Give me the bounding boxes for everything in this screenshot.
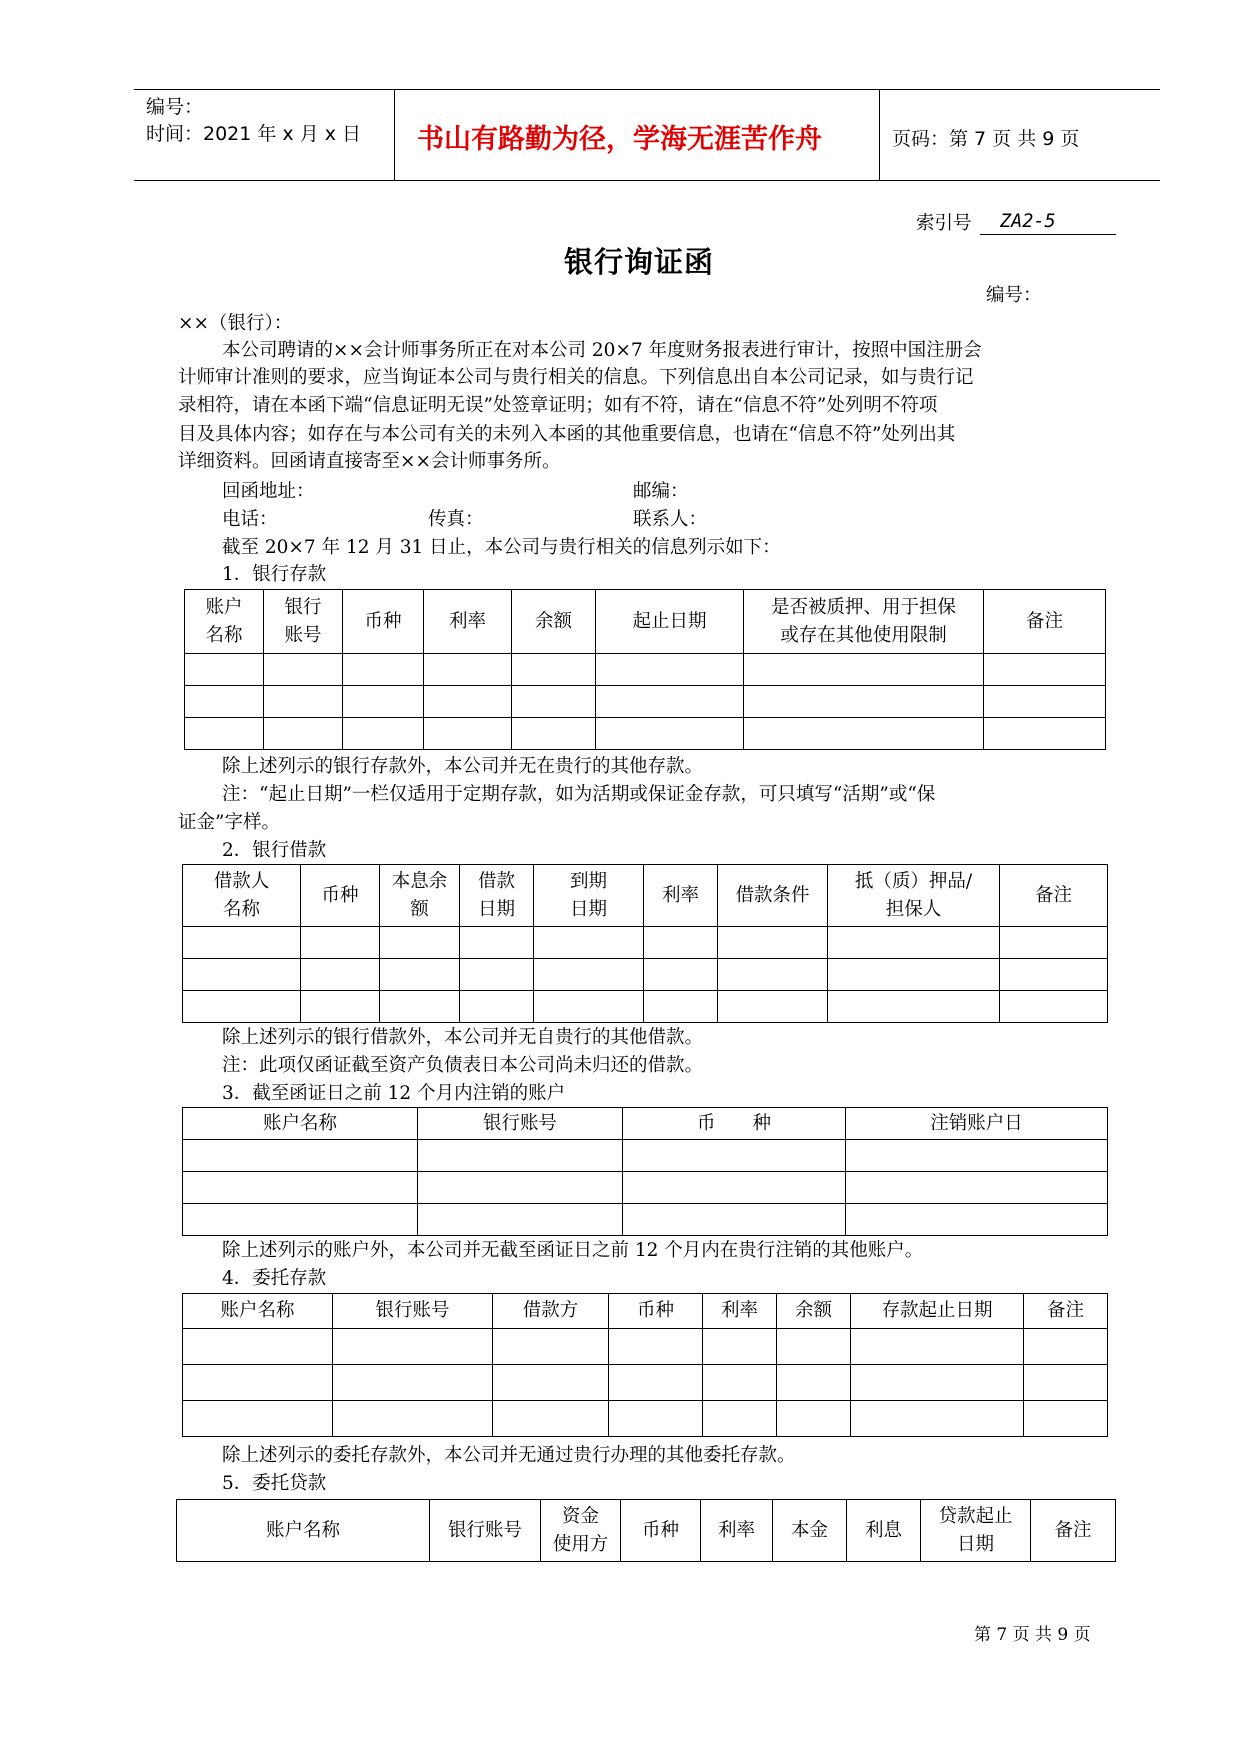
section-1-note-2b: 证金”字样。 <box>178 812 280 833</box>
empty-cell <box>183 927 301 959</box>
header-page-code: 页码：第 7 页 共 9 页 <box>892 128 1080 150</box>
empty-cell <box>183 1204 418 1236</box>
postcode-label: 邮编： <box>633 481 689 502</box>
table-row <box>183 1204 1108 1236</box>
empty-cell <box>851 1365 1024 1401</box>
empty-cell <box>333 1401 493 1437</box>
empty-cell <box>534 959 644 991</box>
empty-cell <box>828 927 1000 959</box>
header-cell: 本息余 额 <box>380 865 460 927</box>
header-cell: 币种 <box>301 865 380 927</box>
table-row <box>183 1140 1108 1172</box>
header-number-label: 编号： <box>146 96 204 118</box>
doc-number-label: 编号： <box>986 285 1042 306</box>
empty-cell <box>609 1329 703 1365</box>
header-bottom-rule <box>134 180 1160 181</box>
phone-label: 电话： <box>222 509 278 530</box>
empty-cell <box>534 991 644 1023</box>
empty-cell <box>1024 1365 1108 1401</box>
section-3-note-1: 除上述列示的账户外，本公司并无截至函证日之前 12 个月内在贵行注销的其他账户。 <box>222 1240 924 1261</box>
index-value: ZA2-5 <box>980 209 1116 235</box>
table-row <box>185 718 1106 750</box>
header-cell: 利率 <box>424 590 512 654</box>
section-5-title: 5．委托贷款 <box>222 1473 327 1494</box>
empty-cell <box>596 654 744 686</box>
empty-cell <box>534 927 644 959</box>
as-of-statement: 截至 20×7 年 12 月 31 日止，本公司与贵行相关的信息列示如下： <box>222 537 781 558</box>
header-cell: 是否被质押、用于担保 或存在其他使用限制 <box>744 590 984 654</box>
empty-cell <box>418 1172 623 1204</box>
section-1-note-1: 除上述列示的银行存款外，本公司并无在贵行的其他存款。 <box>222 756 704 777</box>
intro-line-2: 计师审计准则的要求，应当询证本公司与贵行相关的信息。下列信息出自本公司记录，如与贵行记 <box>178 367 974 388</box>
intro-line-1: 本公司聘请的××会计师事务所正在对本公司 20×7 年度财务报表进行审计，按照中国注册会 <box>222 340 982 361</box>
empty-cell <box>828 991 1000 1023</box>
empty-cell <box>846 1140 1108 1172</box>
header-divider-left <box>394 89 395 180</box>
empty-cell <box>512 654 596 686</box>
empty-cell <box>512 686 596 718</box>
table-row <box>183 927 1108 959</box>
header-cell: 银行 账号 <box>264 590 343 654</box>
empty-cell <box>851 1329 1024 1365</box>
empty-cell <box>623 1140 846 1172</box>
empty-cell <box>644 959 718 991</box>
section-2-note-2: 注：此项仅函证截至资产负债表日本公司尚未归还的借款。 <box>222 1055 704 1076</box>
empty-cell <box>333 1365 493 1401</box>
header-cell: 银行账号 <box>430 1500 541 1562</box>
header-cell: 余额 <box>777 1294 851 1329</box>
header-cell: 币种 <box>609 1294 703 1329</box>
empty-cell <box>380 959 460 991</box>
section-2-note-1: 除上述列示的银行借款外，本公司并无自贵行的其他借款。 <box>222 1027 704 1048</box>
contact-person-label: 联系人： <box>633 509 708 530</box>
header-cell: 本金 <box>773 1500 847 1562</box>
empty-cell <box>718 959 828 991</box>
index-label: 索引号 <box>916 213 972 234</box>
empty-cell <box>1000 927 1108 959</box>
header-cell: 利息 <box>847 1500 921 1562</box>
header-cell: 账户名称 <box>183 1294 333 1329</box>
bank-loan-table <box>182 864 1108 1023</box>
empty-cell <box>424 686 512 718</box>
empty-cell <box>1024 1329 1108 1365</box>
empty-cell <box>851 1401 1024 1437</box>
empty-cell <box>301 959 380 991</box>
intro-line-3: 录相符，请在本函下端“信息证明无误”处签章证明；如有不符，请在“信息不符”处列明不符项 <box>178 395 938 416</box>
header-cell: 借款条件 <box>718 865 828 927</box>
empty-cell <box>512 718 596 750</box>
empty-cell <box>183 1140 418 1172</box>
header-cell: 抵（质）押品/ 担保人 <box>828 865 1000 927</box>
empty-cell <box>777 1365 851 1401</box>
empty-cell <box>380 991 460 1023</box>
bank-deposit-table <box>184 589 1106 750</box>
table-row <box>183 959 1108 991</box>
empty-cell <box>744 686 984 718</box>
empty-cell <box>1000 991 1108 1023</box>
empty-cell <box>493 1401 609 1437</box>
header-cell: 注销账户日 <box>846 1108 1108 1140</box>
header-divider-right <box>879 89 880 180</box>
header-cell: 币种 <box>621 1500 701 1562</box>
header-cell: 利率 <box>701 1500 773 1562</box>
header-cell: 备注 <box>984 590 1106 654</box>
empty-cell <box>644 991 718 1023</box>
empty-cell <box>185 654 264 686</box>
table-row <box>185 654 1106 686</box>
entrusted-deposit-table <box>182 1293 1108 1437</box>
empty-cell <box>609 1365 703 1401</box>
empty-cell <box>744 718 984 750</box>
intro-line-5: 详细资料。回函请直接寄至××会计师事务所。 <box>178 451 561 472</box>
header-cell: 备注 <box>1000 865 1108 927</box>
empty-cell <box>623 1204 846 1236</box>
header-cell: 币种 <box>343 590 424 654</box>
table-row <box>185 686 1106 718</box>
header-cell: 银行账号 <box>333 1294 493 1329</box>
empty-cell <box>596 718 744 750</box>
empty-cell <box>301 927 380 959</box>
empty-cell <box>493 1365 609 1401</box>
empty-cell <box>703 1401 777 1437</box>
empty-cell <box>596 686 744 718</box>
intro-line-4: 目及具体内容；如存在与本公司有关的未列入本函的其他重要信息，也请在“信息不符”处列出其 <box>178 424 956 445</box>
empty-cell <box>183 1329 333 1365</box>
header-cell: 备注 <box>1024 1294 1108 1329</box>
empty-cell <box>609 1401 703 1437</box>
empty-cell <box>460 927 534 959</box>
empty-cell <box>185 718 264 750</box>
table-row <box>183 1401 1108 1437</box>
empty-cell <box>418 1140 623 1172</box>
empty-cell <box>343 718 424 750</box>
empty-cell <box>333 1329 493 1365</box>
empty-cell <box>424 718 512 750</box>
empty-cell <box>644 927 718 959</box>
header-cell: 币 种 <box>623 1108 846 1140</box>
section-2-title: 2．银行借款 <box>222 840 327 861</box>
header-cell: 借款方 <box>493 1294 609 1329</box>
closed-accounts-table <box>182 1107 1108 1236</box>
header-cell: 贷款起止 日期 <box>921 1500 1031 1562</box>
empty-cell <box>718 927 828 959</box>
empty-cell <box>718 991 828 1023</box>
header-cell: 账户 名称 <box>185 590 264 654</box>
empty-cell <box>380 927 460 959</box>
reply-address-label: 回函地址： <box>222 481 315 502</box>
header-cell: 存款起止日期 <box>851 1294 1024 1329</box>
empty-cell <box>703 1365 777 1401</box>
fax-label: 传真： <box>428 509 484 530</box>
empty-cell <box>744 654 984 686</box>
header-cell: 借款人 名称 <box>183 865 301 927</box>
empty-cell <box>777 1329 851 1365</box>
header-time: 时间：2021 年 x 月 x 日 <box>146 123 362 145</box>
empty-cell <box>264 718 343 750</box>
empty-cell <box>183 1172 418 1204</box>
empty-cell <box>846 1204 1108 1236</box>
page-title: 银行询证函 <box>564 245 715 279</box>
header-motto: 书山有路勤为径，学海无涯苦作舟 <box>417 124 822 155</box>
empty-cell <box>460 959 534 991</box>
empty-cell <box>984 686 1106 718</box>
empty-cell <box>264 686 343 718</box>
empty-cell <box>846 1172 1108 1204</box>
empty-cell <box>343 686 424 718</box>
header-cell: 备注 <box>1031 1500 1116 1562</box>
empty-cell <box>343 654 424 686</box>
empty-cell <box>1024 1401 1108 1437</box>
empty-cell <box>777 1401 851 1437</box>
table-row <box>183 1172 1108 1204</box>
empty-cell <box>183 1401 333 1437</box>
empty-cell <box>301 991 380 1023</box>
entrusted-loan-table <box>176 1499 1116 1562</box>
empty-cell <box>1000 959 1108 991</box>
header-cell: 银行账号 <box>418 1108 623 1140</box>
header-cell: 利率 <box>644 865 718 927</box>
empty-cell <box>493 1329 609 1365</box>
salutation: ××（银行）： <box>178 313 293 334</box>
empty-cell <box>183 959 301 991</box>
empty-cell <box>183 1365 333 1401</box>
empty-cell <box>984 718 1106 750</box>
empty-cell <box>828 959 1000 991</box>
table-row <box>183 991 1108 1023</box>
empty-cell <box>703 1329 777 1365</box>
section-3-title: 3．截至函证日之前 12 个月内注销的账户 <box>222 1083 566 1104</box>
section-4-title: 4．委托存款 <box>222 1268 327 1289</box>
empty-cell <box>264 654 343 686</box>
empty-cell <box>185 686 264 718</box>
header-cell: 到期 日期 <box>534 865 644 927</box>
empty-cell <box>984 654 1106 686</box>
empty-cell <box>460 991 534 1023</box>
header-cell: 借款 日期 <box>460 865 534 927</box>
table-row <box>183 1365 1108 1401</box>
page-footer: 第 7 页 共 9 页 <box>974 1625 1091 1645</box>
header-cell: 资金 使用方 <box>541 1500 621 1562</box>
header-cell: 账户名称 <box>183 1108 418 1140</box>
header-cell: 余额 <box>512 590 596 654</box>
empty-cell <box>623 1172 846 1204</box>
header-top-rule <box>134 89 1160 90</box>
header-cell: 起止日期 <box>596 590 744 654</box>
empty-cell <box>418 1204 623 1236</box>
empty-cell <box>183 991 301 1023</box>
section-1-title: 1．银行存款 <box>222 564 327 585</box>
header-cell: 利率 <box>703 1294 777 1329</box>
section-1-note-2a: 注：“起止日期”一栏仅适用于定期存款，如为活期或保证金存款，可只填写“活期”或“保 <box>222 784 936 805</box>
section-4-note-1: 除上述列示的委托存款外，本公司并无通过贵行办理的其他委托存款。 <box>222 1445 796 1466</box>
table-row <box>183 1329 1108 1365</box>
header-cell: 账户名称 <box>177 1500 430 1562</box>
empty-cell <box>424 654 512 686</box>
